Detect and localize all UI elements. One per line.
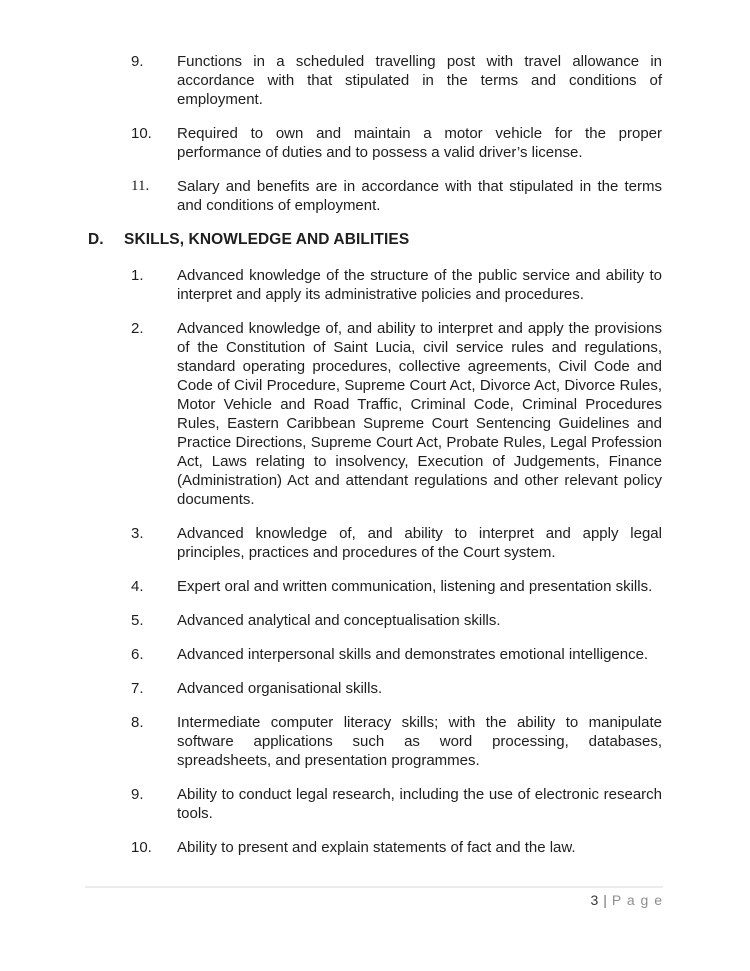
list-item xyxy=(131,266,662,304)
list-item xyxy=(131,785,662,823)
item-text: Required to own and maintain a motor vehicle for the proper performance of duties and to possess a valid driver’s license. xyxy=(177,125,662,161)
item-text: Advanced interpersonal skills and demonstrates emotional intelligence. xyxy=(177,646,649,663)
skills-knowledge-abilities-list xyxy=(88,266,662,857)
item-text: Ability to conduct legal research, including the use of electronic research tools. xyxy=(177,786,662,822)
section-title: SKILLS, KNOWLEDGE AND ABILITIES xyxy=(124,231,410,248)
item-text: Advanced analytical and conceptualisation skills. xyxy=(177,612,501,629)
item-number: 10. xyxy=(131,839,152,856)
list-item xyxy=(131,838,662,857)
item-text: Advanced organisational skills. xyxy=(177,680,383,697)
item-text: Intermediate computer literacy skills; with the ability to manipulate software applications such as word processing, databases, spreadsheets, and presentation programmes. xyxy=(177,714,662,769)
item-number: 3. xyxy=(131,525,144,542)
footer-page-label: P a g e xyxy=(611,892,663,908)
section-letter: D. xyxy=(88,231,104,248)
item-text: Advanced knowledge of, and ability to interpret and apply the provisions of the Constitution of Saint Lucia, civil service rules and regulations, standard operating procedures, collective agreements, Civil Code and Code of Civil Procedure, Supreme Court Act, Divorce Act, Divorce Rules, Motor Vehicle and Road Traffic, Criminal Code, Criminal Procedures Rules, Eastern Caribbean Supreme Court Sentencing Guidelines and Practice Directions, Supreme Court Act, Probate Rules, Legal Profession Act, Laws relating to insolvency, Execution of Judgements, Finance (Administration) Act and attendant regulations and other relevant policy documents. xyxy=(177,320,662,508)
item-number: 9. xyxy=(131,786,144,803)
list-item xyxy=(131,124,662,162)
section-heading xyxy=(88,230,662,249)
footer-separator: | xyxy=(603,892,607,908)
list-item xyxy=(131,577,662,596)
list-item xyxy=(131,645,662,664)
item-text: Expert oral and written communication, listening and presentation skills. xyxy=(177,578,653,595)
list-item xyxy=(131,679,662,698)
item-number: 5. xyxy=(131,612,144,629)
list-item xyxy=(131,52,662,109)
item-text: Advanced knowledge of, and ability to interpret and apply legal principles, practices and procedures of the Court system. xyxy=(177,525,662,561)
item-text: Ability to present and explain statements of fact and the law. xyxy=(177,839,576,856)
item-number: 2. xyxy=(131,320,144,337)
list-item xyxy=(131,713,662,770)
item-number: 4. xyxy=(131,578,144,595)
list-item xyxy=(131,177,662,215)
item-number: 6. xyxy=(131,646,144,663)
item-number: 8. xyxy=(131,714,144,731)
footer-page-number: 3 xyxy=(590,892,599,908)
general-conditions-list xyxy=(88,52,662,215)
item-text: Functions in a scheduled travelling post with travel allowance in accordance with that stipulated in the terms and conditions of employment. xyxy=(177,53,662,108)
item-number: 9. xyxy=(131,53,144,70)
item-text: Advanced knowledge of the structure of the public service and ability to interpret and apply its administrative policies and procedures. xyxy=(177,267,662,303)
list-item xyxy=(131,611,662,630)
item-number: 1. xyxy=(131,267,144,284)
item-number: 10. xyxy=(131,125,152,142)
item-text: Salary and benefits are in accordance with that stipulated in the terms and conditions of employment. xyxy=(177,178,662,214)
item-number: 11. xyxy=(131,178,150,194)
item-number: 7. xyxy=(131,680,144,697)
list-item xyxy=(131,524,662,562)
document-content xyxy=(88,52,662,872)
page-footer xyxy=(85,886,663,909)
list-item xyxy=(131,319,662,509)
